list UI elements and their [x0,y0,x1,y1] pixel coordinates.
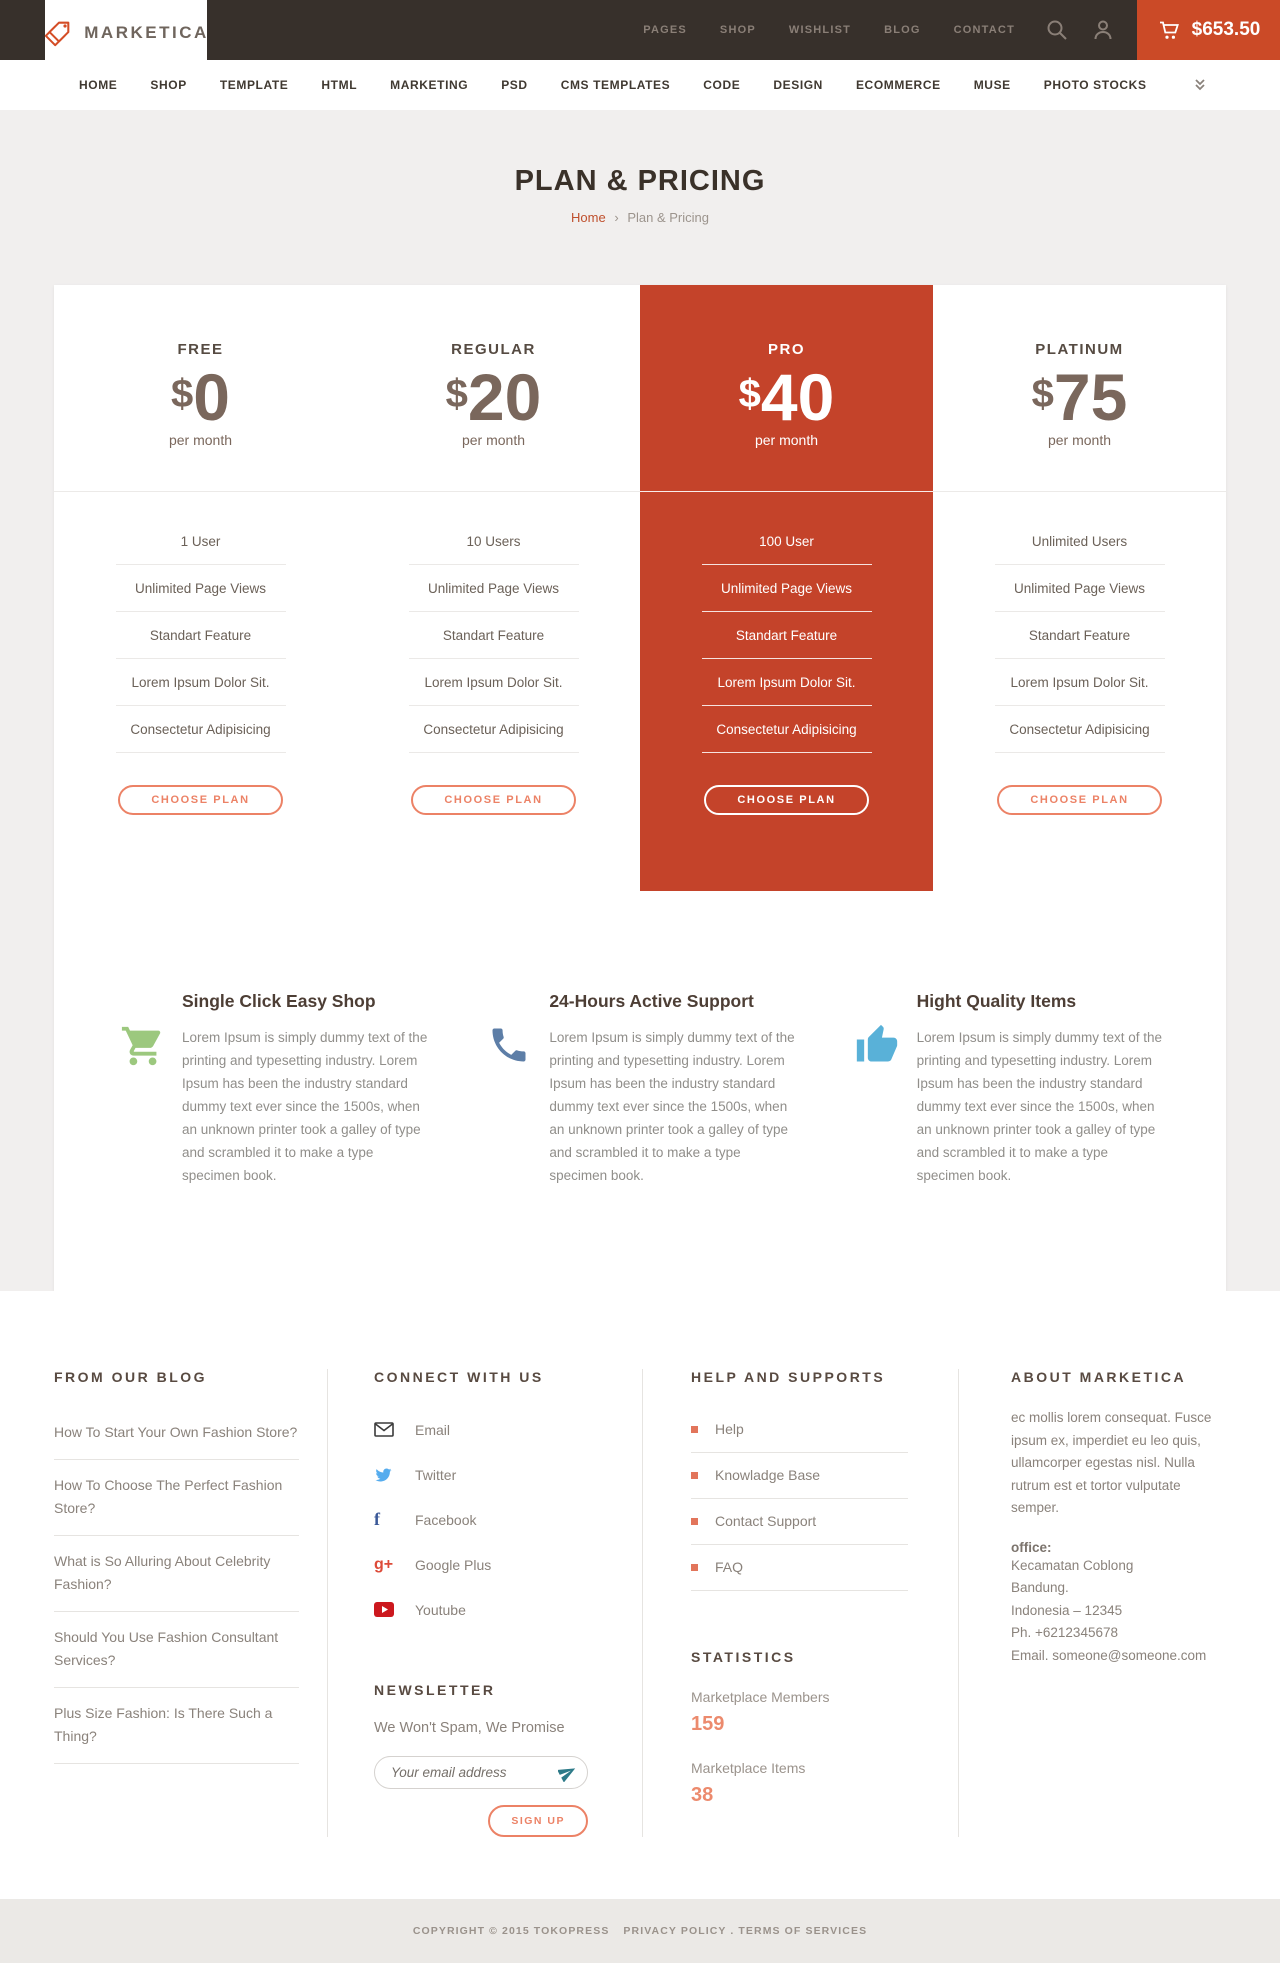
choose-plan-button[interactable]: CHOOSE PLAN [118,785,283,815]
stat-label: Marketplace Members [691,1689,830,1705]
plan-name: REGULAR [451,341,536,358]
plan-price: $ 0 [171,360,230,434]
plan-feature: Standart Feature [347,612,640,659]
plan-regular [347,285,640,891]
pricing-card [54,285,1226,1291]
help-link[interactable]: FAQ [691,1545,908,1591]
plan-feature: Consectetur Adipisicing [54,706,347,753]
newsletter-title: NEWSLETTER [374,1682,496,1698]
page-title: PLAN & PRICING [514,165,766,197]
brand-logo[interactable] [45,0,207,66]
square-bullet-icon [691,1426,698,1433]
plan-feature: Consectetur Adipisicing [933,706,1226,753]
top-nav [643,24,1015,36]
footer [0,1291,1280,1899]
sign-up-button[interactable]: SIGN UP [488,1805,588,1837]
plan-period: per month [461,432,526,448]
nav-ecommerce[interactable]: ECOMMERCE [855,78,941,92]
feature-easy-shop [120,991,429,1187]
blog-link[interactable]: Should You Use Fashion Consultant Services? [54,1612,299,1688]
feature-title: Hight Quality Items [916,991,1077,1011]
footer-help-title: HELP AND SUPPORTS [691,1369,886,1385]
top-nav-contact[interactable]: CONTACT [953,24,1015,36]
blog-link[interactable]: How To Choose The Perfect Fashion Store? [54,1460,299,1536]
plan-feature: 10 Users [347,518,640,565]
social-google-plus[interactable]: g+ Google Plus [374,1555,492,1573]
square-bullet-icon [691,1564,698,1571]
brand-name: MARKETICA [84,23,209,42]
nav-shop[interactable]: SHOP [150,78,187,92]
plan-period: per month [1047,432,1112,448]
plan-feature: Unlimited Page Views [54,565,347,612]
feature-body: Lorem Ipsum is simply dummy text of the printing and typesetting industry. Lorem Ipsum has been the industry standard dummy text ever since the 1500s, when an unknown printer took a galley of type and scrambled it to make a type specimen book. [916,1030,1162,1183]
choose-plan-button[interactable]: CHOOSE PLAN [411,785,576,815]
breadcrumb-current: Plan & Pricing [627,210,709,225]
plan-feature: Lorem Ipsum Dolor Sit. [54,659,347,706]
address-line: Email. someone@someone.com [1011,1647,1207,1663]
address-line: Kecamatan Coblong [1011,1557,1134,1573]
nav-code[interactable]: CODE [703,78,741,92]
plan-feature: Consectetur Adipisicing [640,706,933,753]
phone-icon [487,1023,531,1072]
plan-free [54,285,347,891]
plan-price: $ 40 [738,360,835,434]
nav-muse[interactable]: MUSE [973,78,1011,92]
breadcrumb [0,210,1280,225]
plan-features [933,492,1226,753]
social-facebook[interactable]: f Facebook [374,1509,477,1529]
plan-feature: Consectetur Adipisicing [347,706,640,753]
blog-link[interactable]: How To Start Your Own Fashion Store? [54,1407,299,1460]
stat-value: 159 [691,1713,725,1735]
stat-value: 38 [691,1784,714,1806]
tag-logo-icon [43,18,73,48]
plan-feature: Lorem Ipsum Dolor Sit. [933,659,1226,706]
feature-quality [855,991,1164,1187]
nav-template[interactable]: TEMPLATE [219,78,289,92]
footer-help-column [642,1369,958,1837]
cart-button[interactable] [1137,0,1280,60]
nav-photo-stocks[interactable]: PHOTO STOCKS [1043,78,1147,92]
choose-plan-button[interactable]: CHOOSE PLAN [997,785,1162,815]
footer-about-title: ABOUT MARKETICA [1011,1369,1187,1385]
plan-price: $ 20 [445,360,542,434]
plan-features [347,492,640,753]
cart-icon [1157,18,1181,42]
top-nav-shop[interactable]: SHOP [719,24,756,36]
main-nav [0,60,1280,110]
thumbs-up-icon [855,1023,899,1072]
square-bullet-icon [691,1472,698,1479]
blog-link[interactable]: What is So Alluring About Celebrity Fashion? [54,1536,299,1612]
footer-about-column [958,1369,1226,1837]
plan-features [640,492,933,753]
top-nav-wishlist[interactable]: WISHLIST [788,24,852,36]
copyright-text: COPYRIGHT © 2015 TOKOPRESS [412,1925,610,1937]
plan-feature: Unlimited Page Views [640,565,933,612]
footer-connect-column [327,1369,642,1837]
feature-title: Single Click Easy Shop [182,991,376,1011]
social-youtube[interactable]: Youtube [374,1587,592,1632]
nav-marketing[interactable]: MARKETING [390,78,469,92]
feature-support [487,991,796,1187]
plan-features [54,492,347,753]
plan-feature: Lorem Ipsum Dolor Sit. [347,659,640,706]
plan-feature: Lorem Ipsum Dolor Sit. [640,659,933,706]
plan-feature: Unlimited Users [933,518,1226,565]
plan-name: FREE [177,341,224,358]
cart-total: $653.50 [1191,19,1261,40]
plan-name: PLATINUM [1035,341,1124,358]
newsletter-email-input[interactable] [374,1756,588,1789]
breadcrumb-separator: › [614,210,619,225]
pricing-table [54,285,1226,891]
nav-design[interactable]: DESIGN [773,78,823,92]
plan-period: per month [754,432,819,448]
copyright-bar [0,1899,1280,1963]
email-icon [374,1422,396,1437]
plan-feature: Standart Feature [54,612,347,659]
statistics-title: STATISTICS [691,1649,796,1665]
choose-plan-button[interactable]: CHOOSE PLAN [704,785,869,815]
plan-name: PRO [767,341,805,358]
social-twitter[interactable]: Twitter [374,1452,592,1497]
nav-html[interactable]: HTML [321,78,358,92]
address-line: Indonesia – 12345 [1011,1602,1123,1618]
plan-feature: Unlimited Page Views [347,565,640,612]
plan-platinum [933,285,1226,891]
search-icon[interactable] [1045,18,1069,42]
about-text: ec mollis lorem consequat. Fusce ipsum ex, imperdiet eu leo quis, ullamcorper egestas nisl. Nulla rutrum est et tortor vulputate semper. [1011,1410,1212,1515]
user-icon[interactable] [1091,18,1115,42]
top-nav-blog[interactable]: BLOG [884,24,921,36]
plan-feature: Standart Feature [933,612,1226,659]
footer-blog-column [54,1369,327,1837]
plan-feature: 1 User [54,518,347,565]
blog-link[interactable]: Plus Size Fashion: Is There Such a Thing? [54,1688,299,1764]
feature-body: Lorem Ipsum is simply dummy text of the printing and typesetting industry. Lorem Ipsum has been the industry standard dummy text ever since the 1500s, when an unknown printer took a galley of type and scrambled it to make a type specimen book. [182,1030,428,1183]
square-bullet-icon [691,1518,698,1525]
stat-label: Marketplace Items [691,1760,806,1776]
help-link[interactable]: Contact Support [691,1499,908,1545]
plan-pro-highlighted [640,285,933,891]
address-line: Bandung. [1011,1580,1069,1595]
youtube-icon [374,1602,396,1617]
newsletter-promise: We Won't Spam, We Promise [374,1720,565,1736]
content-area [0,110,1280,1291]
office-label: office: [1011,1539,1052,1555]
help-link[interactable]: Help [691,1407,908,1453]
nav-home[interactable]: HOME [79,78,118,92]
plan-feature: Unlimited Page Views [933,565,1226,612]
feature-body: Lorem Ipsum is simply dummy text of the printing and typesetting industry. Lorem Ipsum has been the industry standard dummy text ever since the 1500s, when an unknown printer took a galley of type and scrambled it to make a type specimen book. [549,1030,795,1183]
feature-highlights [54,891,1226,1291]
nav-cms-templates[interactable]: CMS TEMPLATES [560,78,671,92]
chevron-down-icon[interactable] [1192,78,1208,92]
nav-psd[interactable]: PSD [501,78,528,92]
help-link[interactable]: Knowladge Base [691,1453,908,1499]
google-plus-icon: g+ [374,1555,394,1573]
top-nav-pages[interactable]: PAGES [643,24,687,36]
feature-title: 24-Hours Active Support [549,991,754,1011]
plan-price: $ 75 [1031,360,1128,434]
topbar [0,0,1280,60]
policies-links[interactable]: PRIVACY POLICY . TERMS OF SERVICES [623,1925,868,1937]
plan-period: per month [168,432,233,448]
footer-blog-title: FROM OUR BLOG [54,1369,208,1385]
breadcrumb-home[interactable]: Home [571,210,606,225]
plan-feature: Standart Feature [640,612,933,659]
plan-feature: 100 User [640,518,933,565]
send-icon[interactable] [558,1763,577,1782]
twitter-icon [374,1467,396,1483]
address-line: Ph. +6212345678 [1011,1625,1118,1640]
facebook-icon: f [374,1509,380,1529]
shopping-cart-icon [120,1023,166,1074]
social-email[interactable]: Email [374,1407,592,1452]
footer-connect-title: CONNECT WITH US [374,1369,544,1385]
